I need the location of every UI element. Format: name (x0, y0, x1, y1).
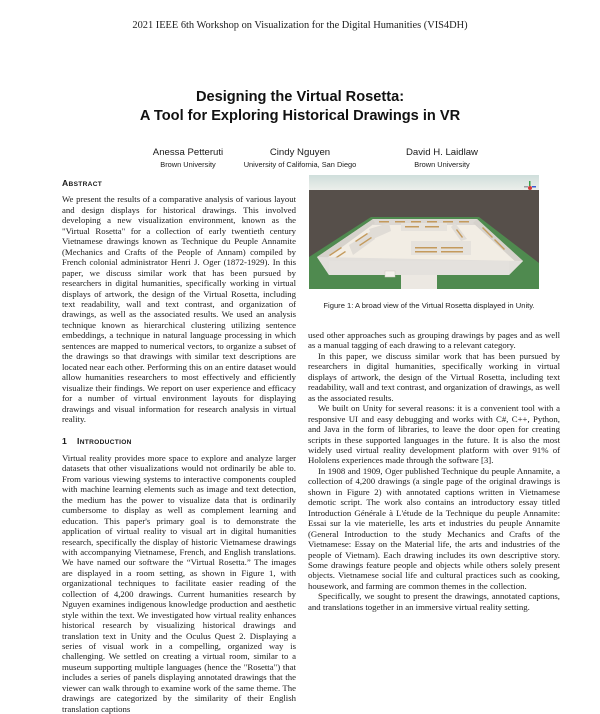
introduction-heading: 1 INTRODUCTION (62, 436, 132, 447)
author-affiliation: University of California, San Diego (243, 160, 357, 169)
author-2 (220, 146, 380, 171)
paper-title (0, 88, 600, 126)
left-column (62, 178, 296, 714)
paragraph: Specifically, we sought to present the drawings, annotated captions, and translations together in an immersive virtual reality setting. (308, 591, 560, 612)
author-affiliation: Brown University (160, 160, 216, 169)
introduction-text: Virtual reality provides more space to explore and analyze larger datasets that other visualizations would not ordinarily be able to. From various viewing systems to interactive components coupled with machine learning elements such as image and text detection, the medium has the power to visualize data that is ordinarily cumbersome to display as well as complement learning and education. This paper's primary goal is to demonstrate the application of virtual reality to visual art in digital humanities research, specifically the display of historic Vietnamese drawings with accompanying Vietnamese, French, and English translations. We have named our software the “Virtual Rosetta.” The images are displayed in a room setting, as shown in Figure 1, with organizational techniques to facilitate easier reading of the collection of 4,200 drawings. Current humanities research by Nguyen examines indigenous knowledge production and aesthetic style within the text. We investigated how virtual reality enhances historical research by visualizing historical drawings and translation text in Unity and the Oculus Quest 2. Displaying a series of visual work in a compelling, organized way is challenging. We settled on creating a virtual room, similar to a museum supporting multiple languages (hence the "Rosetta") that includes a series of panels displaying annotated drawings that the viewer can walk through to examine work of the same theme. The drawings are categorized by the similarity of their English translation captions (62, 452, 296, 714)
unity-room-render (309, 175, 539, 289)
author-3 (372, 146, 512, 171)
abstract-text: We present the results of a comparative analysis of various layout and design displays for historical drawings. This involved developing a new visualization environment, known as the "Virtual Rosetta" for a collection of early twentieth century Vietnamese drawings known as Technique du Peuple Annamite (Mechanics and Crafts of the People of Annam) compiled by French colonial administrator Henri J. Oger (1872-1929). In this paper, we discuss similar work that has been pursued by researchers in digital humanities, specifically working in virtual displays of artwork, the design of the Virtual Rosetta, including text readability, wall and text contrast, and organization of drawings, as well as the associated results. We used an analysis technique known as hierarchical clustering utilizing sentence embeddings, a technique in natural language processing in which sentences are mapped to numerical vectors, to organize a subset of the drawings so that drawings with similar text descriptions are located near each other. Performing this on an entire dataset would allow humanities researchers to most effectively and efficiently visualize their findings. We report on user experience and efficacy for a number of virtual environment layouts for displaying drawings and visual information for research analysis in virtual reality. (62, 194, 296, 424)
title-line-2: A Tool for Exploring Historical Drawings in VR (139, 108, 461, 124)
author-name: Cindy Nguyen (269, 147, 331, 158)
conference-header: 2021 IEEE 6th Workshop on Visualization for the Digital Humanities (VIS4DH) (132, 20, 468, 31)
right-column (308, 330, 560, 612)
paragraph: used other approaches such as grouping drawings by pages and as well as a manual tagging of each drawing to a relevant category. (308, 330, 560, 351)
figure-1-image (309, 175, 539, 289)
author-name: Anessa Petteruti (152, 147, 224, 158)
author-name: David H. Laidlaw (406, 147, 478, 158)
paragraph: In 1908 and 1909, Oger published Technique du peuple Annamite, a collection of 4,200 drawings (a single page of the original drawings is shown in Figure 2) with annotated captions written in Vietnamese demotic script. The work also contains an introductory essay titled Introduction Générale à L'étude de la Technique du peuple Annamite: Essai sur la vie materielle, les arts et industries du peuple Annamite (General Introduction to the study Mechanics and Crafts of the Vietnamese: Essay on the Material life, the arts and industries of the people of Vietnam). Each drawing includes its own descriptive story. Some drawings feature people and objects while others solely present objects. Vietnamese social life and cultural practices such as cooking, housework, and farming are common themes in the collection. (308, 465, 560, 591)
title-line-1: Designing the Virtual Rosetta: (195, 89, 405, 105)
figure-1-caption: Figure 1: A broad view of the Virtual Rosetta displayed in Unity. (323, 301, 535, 310)
paragraph: We built on Unity for several reasons: it is a convenient tool with a responsive UI and easy debugging and works with C#, C++, Python, and Java in the form of libraries, to leave the door open for creating scripts in these supported languages in the future. It is also the most widely used virtual reality development platform with over 91% of Hololens experiences made through the software [3]. (308, 403, 560, 466)
author-affiliation: Brown University (414, 160, 470, 169)
paragraph: In this paper, we discuss similar work that has been pursued by researchers in digital humanities, specifically working in virtual displays of artwork, the design of the Virtual Rosetta, including text readability, wall and text contrast, and organization of drawings, as well as the associated results. (308, 350, 560, 403)
abstract-heading: ABSTRACT (62, 178, 103, 188)
